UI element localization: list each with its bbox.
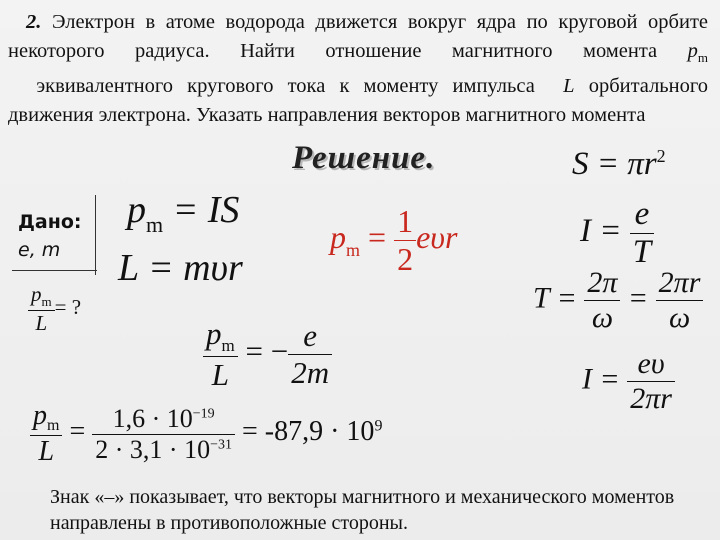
- problem-text-3: орбитального движения электрона. Указать направления векторов магнитного момента: [8, 75, 709, 126]
- conclusion-text: Знак «–» показывает, что векторы магнитного и механического моментов направлены в противоположные стороны.: [50, 486, 675, 534]
- formula-ratio: $\frac{p_m}{L}$ = − $\frac{e}{2m}$: [203, 316, 332, 393]
- formula-final-result: $\frac{p_m}{L}$ = $\frac{1,6 \cdot 10^{-19}}{2 \cdot 3,1 \cdot 10^{-31}}$ = $-87,9 \cdot 10^9$: [30, 400, 382, 468]
- problem-text-1: Электрон в атоме водорода движется вокруг ядра по круговой орбите некоторого радиуса. Найти отношение магнитного момента: [8, 11, 709, 62]
- solution-title: Решение.: [292, 140, 436, 176]
- find-expression: $\frac{p_m}{L}$ = ?: [28, 282, 81, 336]
- given-heading: Дано:: [18, 211, 82, 233]
- formula-I-eT: I = $\frac{e}{T}$: [580, 196, 654, 271]
- formula-T: T = $\frac{2\pi}{\omega}$ = $\frac{2\pi r}{\omega}$: [533, 266, 703, 335]
- formula-S: $S = \pi r^2$: [572, 146, 666, 182]
- given-divider-vertical: [95, 195, 96, 275]
- given-divider-horizontal: [12, 270, 97, 271]
- formula-L-mvr: L = mυr: [118, 247, 243, 289]
- pm-symbol: $p_m$: [687, 40, 708, 65]
- formula-I-evr: I = $\frac{e\upsilon}{2\pi r}$: [582, 347, 675, 416]
- L-symbol: L: [563, 75, 575, 97]
- given-block: [18, 208, 82, 264]
- problem-number: 2.: [26, 11, 42, 33]
- given-values: e, m: [18, 239, 61, 261]
- problem-statement: [8, 8, 708, 130]
- problem-text-2: эквивалентного кругового тока к моменту импульса: [36, 75, 535, 97]
- formula-pm-IS: $p_m$ = IS: [127, 189, 240, 237]
- formula-pm-red: $p_m$ = $\frac{1}{2}$ eυr: [330, 203, 458, 277]
